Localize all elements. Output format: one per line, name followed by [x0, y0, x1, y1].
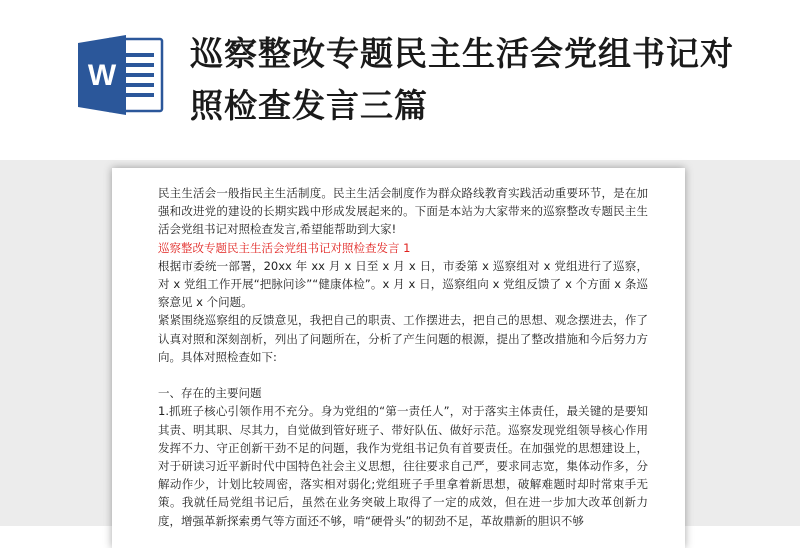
body-paragraph: 根据市委统一部署，20xx 年 xx 月 x 日至 x 月 x 日，市委第 x 巡察组对 x 党组进行了巡察，对 x 党组工作开展“把脉问诊”“健康体检”。x 月 x 日，巡察组向 x 党组反馈了 x 个方面 x 条巡察意见 x 个问题。	[158, 258, 648, 310]
section-heading-link[interactable]: 巡察整改专题民主生活会党组书记对照检查发言 1	[158, 240, 411, 255]
body-paragraph: 紧紧围绕巡察组的反馈意见，我把自己的职责、工作摆进去，把自己的思想、观念摆进去，作了认真对照和深刻剖析，列出了问题所在，分析了产生问题的根源，提出了整改措施和今后努力方向。具体对照检查如下:	[158, 313, 648, 364]
intro-paragraph: 民主生活会一般指民主生活制度。民主生活会制度作为群众路线教育实践活动重要环节，是在加强和改进党的建设的长期实践中形成发展起来的。下面是本站为大家带来的巡察整改专题民主生活会党组书记对照检查发言,希望能帮助到大家!	[158, 186, 648, 237]
word-doc-icon	[78, 33, 164, 117]
blank-line	[158, 366, 648, 384]
subheading: 一、存在的主要问题	[158, 386, 262, 401]
body-paragraph: 1.抓班子核心引领作用不充分。身为党组的“第一责任人”，对于落实主体责任，最关键的是要知其责、明其职、尽其力，自觉做到管好班子、带好队伍、做好示范。巡察发现党组领导核心作用发挥不力、守正创新干劲不足的问题，我作为党组书记负有首要责任。在加强党的思想建设上，对于研读习近平新时代中国特色社会主义思想，往往要求自己严，要求同志宽，集体动作多，分解动作少，计划比较周密，落实相对弱化;党组班子手里拿着新思想，破解难题时却时常束手无策。我就任局党组书记后，虽然在业务突破上取得了一定的成效，但在进一步加大改革创新力度，增强革新探索勇气等方面还不够，啃“硬骨头”的韧劲不足，革故鼎新的胆识不够	[158, 404, 648, 528]
document-body	[158, 184, 648, 530]
word-icon-letter: W	[87, 59, 117, 92]
page-header	[0, 0, 800, 160]
page-title: 巡察整改专题民主生活会党组书记对照检查发言三篇	[190, 34, 734, 125]
